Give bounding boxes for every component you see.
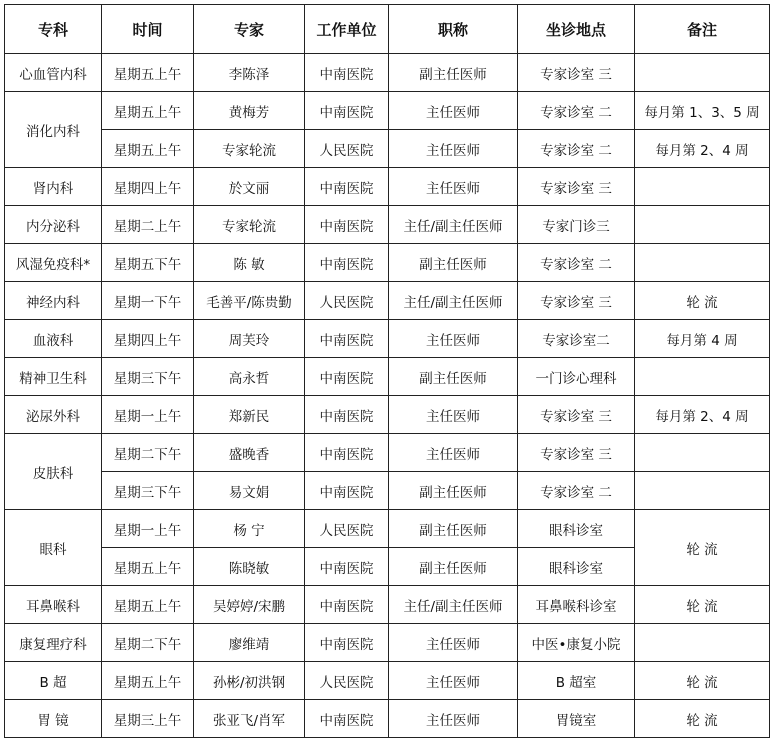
note-cell — [635, 624, 770, 662]
dept-cell: 康复理疗科 — [5, 624, 102, 662]
time-cell: 星期三下午 — [102, 358, 194, 396]
expert-cell: 廖维靖 — [194, 624, 305, 662]
unit-cell: 人民医院 — [305, 662, 389, 700]
table-row — [5, 434, 770, 472]
note-cell — [635, 54, 770, 92]
note-cell: 轮 流 — [635, 700, 770, 738]
time-cell: 星期四上午 — [102, 320, 194, 358]
header-title: 职称 — [389, 5, 518, 54]
unit-cell: 中南医院 — [305, 320, 389, 358]
unit-cell: 中南医院 — [305, 472, 389, 510]
time-cell: 星期五上午 — [102, 586, 194, 624]
title-cell: 主任医师 — [389, 320, 518, 358]
place-cell: 专家门诊三 — [518, 206, 635, 244]
dept-cell: 血液科 — [5, 320, 102, 358]
place-cell: 专家诊室 三 — [518, 282, 635, 320]
place-cell: 专家诊室 三 — [518, 168, 635, 206]
header-row — [5, 5, 770, 54]
place-cell: 专家诊室 二 — [518, 92, 635, 130]
unit-cell: 中南医院 — [305, 624, 389, 662]
note-cell: 轮 流 — [635, 282, 770, 320]
unit-cell: 中南医院 — [305, 586, 389, 624]
expert-cell: 专家轮流 — [194, 130, 305, 168]
place-cell: B 超室 — [518, 662, 635, 700]
dept-cell: 心血管内科 — [5, 54, 102, 92]
table-row — [5, 624, 770, 662]
expert-cell: 郑新民 — [194, 396, 305, 434]
header-unit: 工作单位 — [305, 5, 389, 54]
table-row — [5, 662, 770, 700]
title-cell: 主任医师 — [389, 130, 518, 168]
note-cell: 轮 流 — [635, 510, 770, 586]
title-cell: 主任医师 — [389, 662, 518, 700]
table-row — [5, 700, 770, 738]
note-cell: 每月第 4 周 — [635, 320, 770, 358]
time-cell: 星期一上午 — [102, 510, 194, 548]
unit-cell: 人民医院 — [305, 510, 389, 548]
title-cell: 主任/副主任医师 — [389, 206, 518, 244]
title-cell: 主任医师 — [389, 396, 518, 434]
unit-cell: 人民医院 — [305, 130, 389, 168]
expert-cell: 吴婷婷/宋鹏 — [194, 586, 305, 624]
time-cell: 星期二上午 — [102, 206, 194, 244]
place-cell: 专家诊室 三 — [518, 54, 635, 92]
expert-cell: 李陈泽 — [194, 54, 305, 92]
dept-cell: 泌尿外科 — [5, 396, 102, 434]
table-row — [5, 168, 770, 206]
dept-cell: 精神卫生科 — [5, 358, 102, 396]
dept-cell: B 超 — [5, 662, 102, 700]
title-cell: 主任医师 — [389, 700, 518, 738]
expert-cell: 易文娟 — [194, 472, 305, 510]
header-expert: 专家 — [194, 5, 305, 54]
note-cell — [635, 168, 770, 206]
title-cell: 副主任医师 — [389, 472, 518, 510]
time-cell: 星期二下午 — [102, 624, 194, 662]
note-cell — [635, 434, 770, 472]
expert-cell: 高永哲 — [194, 358, 305, 396]
note-cell: 轮 流 — [635, 662, 770, 700]
place-cell: 专家诊室 三 — [518, 434, 635, 472]
title-cell: 副主任医师 — [389, 510, 518, 548]
title-cell: 主任医师 — [389, 434, 518, 472]
time-cell: 星期五上午 — [102, 662, 194, 700]
time-cell: 星期一下午 — [102, 282, 194, 320]
expert-cell: 盛晚香 — [194, 434, 305, 472]
unit-cell: 中南医院 — [305, 548, 389, 586]
note-cell — [635, 358, 770, 396]
dept-cell: 耳鼻喉科 — [5, 586, 102, 624]
dept-cell: 胃 镜 — [5, 700, 102, 738]
place-cell: 眼科诊室 — [518, 510, 635, 548]
table-row — [5, 206, 770, 244]
unit-cell: 中南医院 — [305, 168, 389, 206]
expert-cell: 陈 敏 — [194, 244, 305, 282]
dept-cell: 神经内科 — [5, 282, 102, 320]
place-cell: 专家诊室二 — [518, 320, 635, 358]
time-cell: 星期三上午 — [102, 700, 194, 738]
time-cell: 星期二下午 — [102, 434, 194, 472]
expert-cell: 陈晓敏 — [194, 548, 305, 586]
title-cell: 副主任医师 — [389, 358, 518, 396]
title-cell: 主任/副主任医师 — [389, 586, 518, 624]
place-cell: 眼科诊室 — [518, 548, 635, 586]
expert-cell: 张亚飞/肖军 — [194, 700, 305, 738]
dept-cell: 内分泌科 — [5, 206, 102, 244]
title-cell: 主任医师 — [389, 92, 518, 130]
table-row — [5, 320, 770, 358]
unit-cell: 中南医院 — [305, 396, 389, 434]
note-cell — [635, 206, 770, 244]
table-row — [5, 282, 770, 320]
header-time: 时间 — [102, 5, 194, 54]
time-cell: 星期一上午 — [102, 396, 194, 434]
expert-cell: 专家轮流 — [194, 206, 305, 244]
unit-cell: 中南医院 — [305, 244, 389, 282]
table-row — [5, 510, 770, 548]
time-cell: 星期三下午 — [102, 472, 194, 510]
dept-cell: 肾内科 — [5, 168, 102, 206]
table-row — [5, 244, 770, 282]
header-dept: 专科 — [5, 5, 102, 54]
title-cell: 主任医师 — [389, 168, 518, 206]
place-cell: 专家诊室 二 — [518, 130, 635, 168]
expert-cell: 毛善平/陈贵勤 — [194, 282, 305, 320]
unit-cell: 人民医院 — [305, 282, 389, 320]
place-cell: 专家诊室 三 — [518, 396, 635, 434]
note-cell: 每月第 1、3、5 周 — [635, 92, 770, 130]
title-cell: 主任医师 — [389, 624, 518, 662]
time-cell: 星期五上午 — [102, 130, 194, 168]
dept-cell: 风湿免疫科* — [5, 244, 102, 282]
place-cell: 中医•康复小院 — [518, 624, 635, 662]
expert-cell: 於文丽 — [194, 168, 305, 206]
place-cell: 专家诊室 二 — [518, 472, 635, 510]
title-cell: 副主任医师 — [389, 54, 518, 92]
table-row — [5, 396, 770, 434]
title-cell: 副主任医师 — [389, 548, 518, 586]
place-cell: 耳鼻喉科诊室 — [518, 586, 635, 624]
title-cell: 副主任医师 — [389, 244, 518, 282]
dept-cell: 皮肤科 — [5, 434, 102, 510]
table-row — [5, 54, 770, 92]
time-cell: 星期五上午 — [102, 548, 194, 586]
table-row — [5, 358, 770, 396]
title-cell: 主任/副主任医师 — [389, 282, 518, 320]
expert-cell: 孙彬/初洪钢 — [194, 662, 305, 700]
unit-cell: 中南医院 — [305, 206, 389, 244]
place-cell: 一门诊心理科 — [518, 358, 635, 396]
unit-cell: 中南医院 — [305, 700, 389, 738]
unit-cell: 中南医院 — [305, 434, 389, 472]
table-row — [5, 92, 770, 130]
unit-cell: 中南医院 — [305, 54, 389, 92]
note-cell: 每月第 2、4 周 — [635, 130, 770, 168]
place-cell: 专家诊室 二 — [518, 244, 635, 282]
unit-cell: 中南医院 — [305, 358, 389, 396]
time-cell: 星期五上午 — [102, 54, 194, 92]
note-cell: 每月第 2、4 周 — [635, 396, 770, 434]
expert-cell: 周芙玲 — [194, 320, 305, 358]
dept-cell: 眼科 — [5, 510, 102, 586]
expert-cell: 杨 宁 — [194, 510, 305, 548]
time-cell: 星期五下午 — [102, 244, 194, 282]
unit-cell: 中南医院 — [305, 92, 389, 130]
table-row — [5, 130, 770, 168]
table-row — [5, 472, 770, 510]
note-cell: 轮 流 — [635, 586, 770, 624]
table-row — [5, 586, 770, 624]
dept-cell: 消化内科 — [5, 92, 102, 168]
expert-cell: 黄梅芳 — [194, 92, 305, 130]
header-note: 备注 — [635, 5, 770, 54]
header-place: 坐诊地点 — [518, 5, 635, 54]
time-cell: 星期四上午 — [102, 168, 194, 206]
expert-schedule-table — [4, 4, 770, 738]
note-cell — [635, 244, 770, 282]
time-cell: 星期五上午 — [102, 92, 194, 130]
place-cell: 胃镜室 — [518, 700, 635, 738]
note-cell — [635, 472, 770, 510]
